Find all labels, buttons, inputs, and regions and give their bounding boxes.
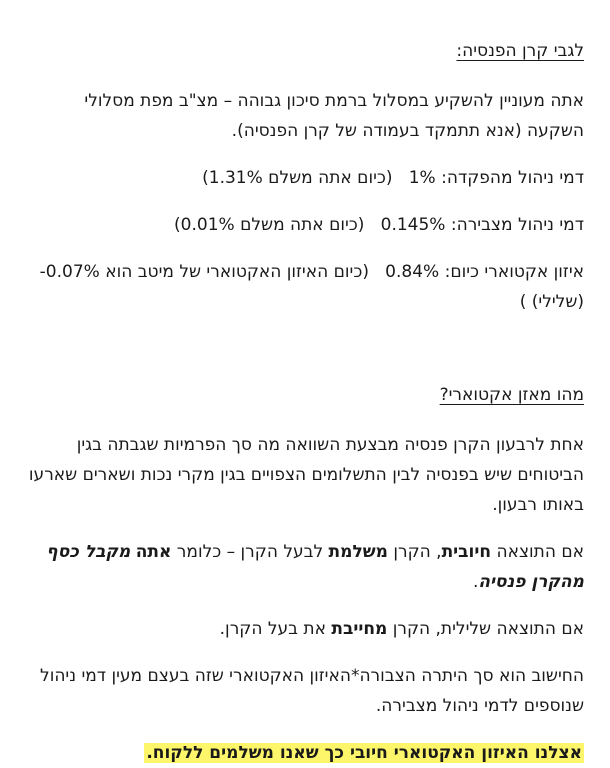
deposit-management-fee: דמי ניהול מהפקדה: 1% (כיום אתה משלם 1.31%) [202,168,584,188]
section-heading-actuarial-balance: מהו מאזן אקטוארי? [439,385,584,405]
positive-prefix: אם התוצאה [491,542,584,562]
negative-end: את בעל הקרן. [219,619,332,639]
calculation-paragraph: החישוב הוא סך היתרה הצבורה*האיזון האקטוארי שזה בעצם מעין דמי ניהול שנוספים לדמי ניהול מצבירה. [40,666,584,716]
actuarial-balance-line: איזון אקטוארי כיום: 0.84% (כיום האיזון האקטוארי של מיטב הוא 0.07%- (שלילי) ) [34,262,584,312]
section-spacer [26,334,584,380]
highlighted-conclusion-text: אצלנו האיזון האקטוארי חיובי כך שאנו משלמים ללקוח. [146,743,582,763]
positive-pays-word: משלמת [328,542,388,562]
positive-mid2: לבעל הקרן – כלומר [171,542,329,562]
negative-word: מחייבת [331,619,388,639]
negative-result-paragraph [26,614,584,644]
accumulation-management-fee: דמי ניהול מצבירה: 0.145% (כיום אתה משלם 0.01%) [174,215,584,235]
section-heading-pension-fund: לגבי קרן הפנסיה: [456,41,584,61]
investment-track-paragraph: אתה מעוניין להשקיע במסלול ברמת סיכון גבוהה – מצ"ב מפת מסלולי השקעה (אנא תתמקד בעמודה של קרן הפנסיה). [84,91,584,141]
positive-you-word: אתה [135,542,172,562]
positive-end: . [472,572,479,592]
negative-prefix: אם התוצאה שלילית, הקרן [387,619,584,639]
positive-word: חיובית [441,542,492,562]
actuarial-explanation-paragraph: אחת לרבעון הקרן פנסיה מבצעת השוואה מה סך הפרמיות שגבתה בגין הביטוחים שיש בפנסיה לבין התשלומים הצפויים בגין מקרי נכות ושארים שארעו באותו רבעון. [28,435,584,515]
positive-receive-phrase: מקבל כסף מהקרן פנסיה [46,542,584,592]
positive-result-paragraph [26,537,584,597]
positive-mid: , הקרן [387,542,442,562]
